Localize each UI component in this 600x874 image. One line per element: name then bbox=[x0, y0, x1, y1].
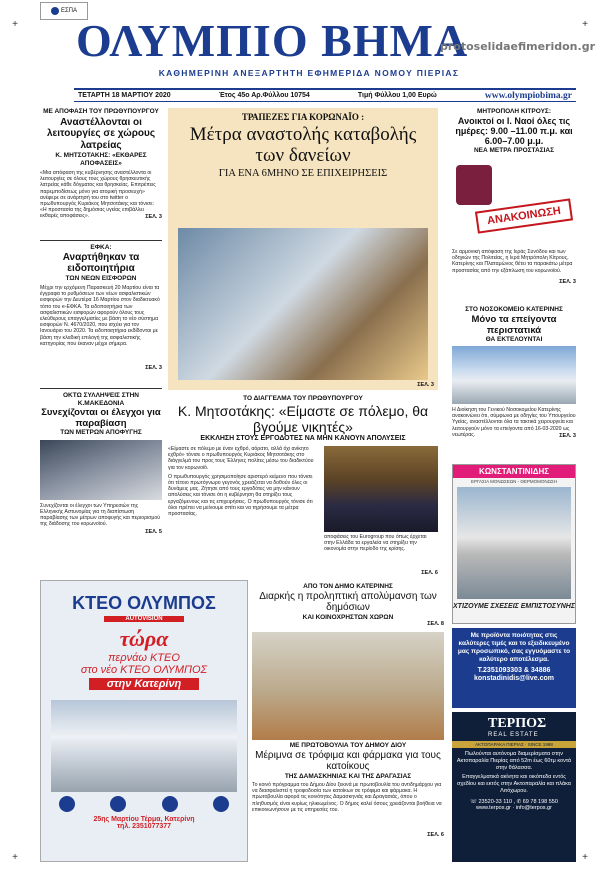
truck-icon bbox=[110, 796, 126, 812]
page-ref: ΣΕΛ. 3 bbox=[559, 433, 576, 439]
car-icon bbox=[59, 796, 75, 812]
terpos-ad[interactable] bbox=[452, 712, 576, 862]
terpos-web[interactable]: www.terpos.gr · info@terpos.gr bbox=[476, 804, 552, 811]
terpos-since: ΑΚΤΟΠΑΡΑΚΑ ΠΙΕΡΙΑΣ · SINCE 1988 bbox=[452, 741, 576, 748]
terpos-sub: REAL ESTATE bbox=[488, 732, 539, 738]
article-body: «Είμαστε σε πόλεμο με έναν εχθρό, αόρατο, αλλά όχι ανίκητο εχθρό» τόνισε ο πρωθυπουργός Κυριάκος Μητσοτάκης στο διάγγελμά του προς τους Έλληνες πολίτες μέσω του διαδικτύου για τον κορωνοϊό. bbox=[168, 446, 314, 471]
terpos-phone[interactable]: ☏ 23520-33 110 , ✆ 69 78 198 550 bbox=[470, 798, 558, 805]
article-sub: ΘΑ ΕΚΤΕΛΟΥΝΤΑΙ bbox=[485, 335, 543, 343]
article-headline: Αναρτήθηκαν τα ειδοποιητήρια bbox=[62, 251, 140, 274]
issue-price: Τιμή Φύλλου 1,00 Ευρώ bbox=[357, 92, 437, 99]
article-kicker: ΜΗΤΡΟΠΟΛΗ ΚΙΤΡΟΥΣ: bbox=[477, 108, 551, 115]
divider bbox=[40, 240, 162, 241]
article-kicker: ΣΤΟ ΝΟΣΟΚΟΜΕΙΟ ΚΑΤΕΡΙΝΗΣ bbox=[465, 306, 563, 313]
page-ref: ΣΕΛ. 6 bbox=[421, 570, 438, 576]
divider bbox=[40, 388, 162, 389]
police-photo bbox=[40, 440, 162, 500]
article-body: Το κοινό πρόγραμμα του Δήμου Δίου ξεκινά με πρωτοβουλία του αντιδημάρχου για να διασφαλιστεί η τροφοδοσία των κατοίκων σε τρόφιμα και φάρμακα. Η πρωτοβουλία αφορά τις κοινότητες Δαμασκηνιάς και Δραγασιάς, όπου ο πληθυσμός είναι κυρίως ηλικιωμένος. Ο δήμος καλεί όσους χρειάζονται βοήθεια να επικοινωνήσουν με τις υπηρεσίες του. bbox=[252, 782, 442, 813]
quality-ad-text: Με προϊόντα ποιότητας στις καλύτερες τιμές και το εξειδικευμένο μας προσωπικό, σας εγγυόμαστε το καλύτερο αποτέλεσμα. bbox=[457, 632, 571, 663]
espa-logo-text: ΕΣΠΑ bbox=[60, 8, 78, 14]
article-kicker: ΜΕ ΠΡΩΤΟΒΟΥΛΙΑ ΤΟΥ ΔΗΜΟΥ ΔΙΟΥ bbox=[289, 742, 407, 749]
article-body: Η Διοίκηση του Γενικού Νοσοκομείου Κατερίνης ανακοινώνει ότι, σύμφωνα με οδηγίες του Υπουργείου Υγείας, αναστέλλονται όλα τα τακτικά χειρουργεία και λειτουργούν μόνο τα επείγοντα από 16-03-2020 ως νεωτέρας. bbox=[452, 407, 576, 438]
page-ref: ΣΕΛ. 5 bbox=[145, 528, 162, 535]
article-bank-loans bbox=[168, 108, 438, 390]
article-sub: Κ. ΜΗΤΣΟΤΑΚΗΣ: «ΕΚΘΑΡΕΣ ΑΠΟΦΑΣΕΙΣ» bbox=[55, 152, 147, 167]
article-disinfection bbox=[252, 583, 444, 627]
page-ref: ΣΕΛ. 8 bbox=[427, 621, 444, 627]
site-url[interactable]: www.olympiobima.gr bbox=[484, 90, 572, 101]
article-sub: ΤΗΣ ΔΑΜΑΣΚΗΝΙΑΣ ΚΑΙ ΤΗΣ ΔΡΑΓΑΣΙΑΣ bbox=[284, 772, 412, 780]
ktel-address: 25ης Μαρτίου Τέρμα, Κατερίνη bbox=[93, 816, 195, 823]
watermark: protoselidaefimeridon.gr bbox=[440, 40, 595, 53]
registration-mark: + bbox=[582, 852, 588, 863]
article-body: Μέχρι την ερχόμενη Παρασκευή 20 Μαρτίου είναι τα έγγραφα το ρυθμόσεων των νέων ασφαλιστικών εισφορών την Δευτέρα 16 Μαρτίου στον διαδικτυακό τόπο του e-ΕΦΚΑ. Τα ειδοποιητήρια των ασφαλιστικών εισφορών αφορούν όλους τους ελεύθερους επαγγελματίες με βάση το νέο σύστημα εισφορών Ν. 4670/2020, που ισχύει για τον Ιανουάριο του 2020. Τα ειδοποιητήρια εκδίδονται με βάση την κλαδική επιλογή της ασφαλιστικής κατηγορίας που έκαναν μέχρι σήμερα. bbox=[40, 285, 160, 347]
article-body: Συνεχίζονται οι έλεγχοι των Υπηρεσιών της Ελληνικής Αστυνομίας για τη διαπίστωση παραβίασης των μέτρων αποφυγής και περιορισμού της διάδοσης του κορωνοϊού. bbox=[40, 502, 161, 528]
article-sub: ΝΕΑ ΜΕΤΡΑ ΠΡΟΣΤΑΣΙΑΣ bbox=[473, 146, 555, 154]
ktel-line4: στην Κατερίνη bbox=[89, 678, 199, 690]
article-sub: ΤΩΝ ΝΕΩΝ ΕΙΣΦΟΡΩΝ bbox=[65, 274, 137, 282]
ktel-phone[interactable]: τηλ. 2351077377 bbox=[116, 823, 172, 830]
terpos-text1: Πωλούνται αυτόνομα διαμερίσματα στην Ακτοπαραλία Πιερίας από 52m έως 60τμ κοντά στην θάλασσα. bbox=[456, 751, 572, 771]
autovision-badge: AUTOVISION bbox=[104, 616, 184, 622]
registration-mark: + bbox=[582, 19, 588, 30]
article-headline: Αναστέλλονται οι λειτουργίες σε χώρους λατρείας bbox=[46, 116, 156, 151]
ktel-icons bbox=[41, 796, 247, 812]
konstantinidis-brand: ΚΩΝΣΤΑΝΤΙΝΙΔΗΣ bbox=[453, 465, 575, 478]
newspaper-subtitle: ΚΑΘΗΜΕΡΙΝΗ ΑΝΕΞΑΡΤΗΤΗ ΕΦΗΜΕΡΙΔΑ ΝΟΜΟΥ ΠΙΕΡΙΑΣ bbox=[158, 68, 460, 78]
article-kicker: ΕΦΚΑ: bbox=[90, 244, 112, 251]
konstantinidis-ad[interactable] bbox=[452, 464, 576, 624]
ktel-ad[interactable] bbox=[40, 580, 248, 862]
konstantinidis-sub: ΕΡΓΑΣΙΑ ΜΟΝΩΣΕΩΝ - ΘΕΡΜΟΜΟΝΩΣΗ bbox=[470, 479, 557, 484]
quality-ad[interactable] bbox=[452, 628, 576, 708]
konstantinidis-tagline: ΧΤΙΖΟΥΜΕ ΣΧΕΣΕΙΣ ΕΜΠΙΣΤΟΣΥΝΗΣ bbox=[453, 603, 575, 610]
article-headline: Μέριμνα σε τρόφιμα και φάρμακα για τους κατοίκους bbox=[255, 749, 441, 772]
article-kicker: ΟΚΤΩ ΣΥΛΛΗΨΕΙΣ ΣΤΗΝ Κ.ΜΑΚΕΔΟΝΙΑ bbox=[63, 392, 139, 407]
newspaper-title: ΟΛΥΜΠΙΟ ΒΗΜΑ bbox=[76, 15, 469, 66]
issue-number: Έτος 45ο Αρ.Φύλλου 10754 bbox=[218, 92, 310, 99]
motorbike-icon bbox=[162, 796, 178, 812]
article-pm-address bbox=[168, 395, 438, 442]
article-kicker: ΤΡΑΠΕΖΕΣ ΓΙΑ ΚΟΡΩΝΑΪΟ : bbox=[241, 112, 365, 122]
announcement-stamp: ΑΝΑΚΟΙΝΩΣΗ bbox=[475, 198, 573, 233]
ktel-building-photo bbox=[51, 700, 237, 792]
page-ref: ΣΕΛ. 3 bbox=[145, 214, 162, 220]
article-hospital bbox=[452, 306, 576, 439]
article-body: Ο πρωθυπουργός χρησιμοποίησε αριστερό κείμενο που τόνισε ότι τέτοιο πρωτόγνωρο γεγονός χρειάζεται να δοθούν όλες οι δυνάμεις μας. Ζήτησε από τους εργοδότες να μην κάνουν απολύσεις και τόνισε ότι η κυβέρνηση θα στηρίξει τους εργαζόμενους και τις επιχειρήσεις. Ο πρωθυπουργός τόνισε ότι όλοι πρέπει να μείνουμε σπίτι και να τηρήσουμε τα μέτρα προστασίας. bbox=[168, 473, 313, 518]
article-headline: Διαρκής η προληπτική απολύμανση των δημόσιων bbox=[259, 590, 437, 613]
ktel-line2: περνάω ΚΤΕΟ bbox=[108, 652, 180, 664]
bus-icon bbox=[213, 796, 229, 812]
pm-photo bbox=[324, 446, 438, 532]
article-kicker: ΤΟ ΔΙΑΓΓΕΛΜΑ ΤΟΥ ΠΡΩΘΥΠΟΥΡΓΟΥ bbox=[243, 395, 363, 402]
article-headline: Μόνο τα επείγοντα περιστατικά bbox=[471, 313, 557, 336]
issue-date: ΤΕΤΑΡΤΗ 18 ΜΑΡΤΙΟΥ 2020 bbox=[78, 92, 171, 99]
article-body: Σε αρμονική απόφαση της Ιεράς Συνόδου και των οδηγιών της Πολιτείας, η Ιερά Μητρόπολη Κίτρους, Κατερίνης και Πλαταμώνος θέτει τα παρακάτω μέτρα προστασίας από την εξάπλωση του κορωνοϊού. bbox=[452, 249, 573, 274]
registration-mark: + bbox=[12, 19, 18, 30]
mask-and-euro-photo bbox=[178, 228, 428, 380]
article-sub: ΓΙΑ ΕΝΑ 6ΜΗΝΟ ΣΕ ΕΠΙΧΕΙΡΗΣΕΙΣ bbox=[218, 167, 388, 179]
article-sub: ΕΚΚΛΗΣΗ ΣΤΟΥΣ ΕΡΓΟΔΟΤΕΣ ΝΑ ΜΗΝ ΚΑΝΟΥΝ ΑΠΟΛΥΣΕΙΣ bbox=[200, 434, 406, 442]
article-sub: ΤΩΝ ΜΕΤΡΩΝ ΑΠΟΦΥΓΗΣ bbox=[60, 429, 142, 436]
article-headline: Ανοικτοί οι Ι. Ναοί όλες τις ημέρες: 9.00 –11.00 π.μ. και 6.00–7.00 μ.μ. bbox=[455, 115, 573, 146]
terpos-brand: ΤΕΡΠΟΣ bbox=[488, 716, 547, 731]
page-ref: ΣΕΛ. 3 bbox=[559, 279, 576, 285]
page-ref: ΣΕΛ. 6 bbox=[427, 832, 444, 838]
quality-ad-email[interactable]: konstadinidis@live.com bbox=[474, 675, 554, 682]
ktel-line1: τώρα bbox=[119, 626, 169, 651]
article-headline: Μέτρα αναστολής καταβολής των δανείων bbox=[189, 123, 417, 166]
article-sub: ΚΑΙ ΚΟΙΝΟΧΡΗΣΤΩΝ ΧΩΡΩΝ bbox=[302, 613, 394, 621]
article-churches-closed bbox=[40, 108, 162, 220]
terpos-text2: Επαγγελματικά ακίνητα και οικόπεδα εντός σχεδίου και εκτός στην Ακτοπαραλία και πλάκα Λιτόχωρου. bbox=[457, 774, 571, 794]
article-kicker: ΜΕ ΑΠΟΦΑΣΗ ΤΟΥ ΠΡΩΘΥΠΟΥΡΓΟΥ bbox=[43, 108, 159, 115]
article-headline: Κ. Μητσοτάκης: «Είμαστε σε πόλεμο, θα βγούμε νικητές» bbox=[177, 402, 429, 435]
metropolis-emblem-icon bbox=[456, 165, 492, 205]
ktel-line3: στο νέο ΚΤΕΟ ΟΛΥΜΠΟΣ bbox=[80, 664, 208, 676]
article-body: «Μια απόφαση της κυβέρνησης αναστέλλοντα οι λειτουργίες σε όλους τους χώρους θρησκευτικής λατρείας κάθε δόγματος και θρησκείας. Επιτρέπεις παρεμποδίσεως μόνο για ατομική προσευχή» ανέφερε σε ανάρτησή του στο twitter ο πρωθυπουργός Κυριάκος Μητσοτάκης και τόνισε: «Η προστασία της δημόσιας υγείας επιβάλλει εκθαρές αποφάσεις». bbox=[40, 170, 156, 220]
date-bar bbox=[74, 88, 576, 102]
article-efka bbox=[40, 244, 162, 371]
article-food-medicine bbox=[252, 742, 444, 838]
article-police-checks bbox=[40, 392, 162, 535]
quality-ad-phone[interactable]: T.2351093303 & 34886 bbox=[477, 667, 551, 674]
page-ref: ΣΕΛ. 3 bbox=[417, 382, 434, 388]
announcement-image bbox=[452, 157, 576, 249]
pm-caption: αποφάσεις του Eurogroup που όπως έρχεται στην Ελλάδα τα εργαλεία να στηρίξει την οικονομία στην περίοδο της κρίσης. bbox=[324, 534, 427, 553]
ktel-brand: ΚΤΕΟ ΟΛΥΜΠΟΣ bbox=[72, 593, 216, 613]
article-kicker: ΑΠΟ ΤΟΝ ΔΗΜΟ ΚΑΤΕΡΙΝΗΣ bbox=[303, 583, 393, 590]
store-photo bbox=[457, 487, 571, 599]
page-ref: ΣΕΛ. 3 bbox=[145, 365, 162, 371]
hospital-photo bbox=[452, 346, 576, 404]
article-metropolis bbox=[452, 108, 576, 285]
article-headline: Συνεχίζονται οι έλεγχοι για παραβίαση bbox=[41, 407, 161, 429]
registration-mark: + bbox=[12, 852, 18, 863]
disinfection-photo bbox=[252, 632, 444, 740]
pm-article-body bbox=[168, 446, 318, 578]
